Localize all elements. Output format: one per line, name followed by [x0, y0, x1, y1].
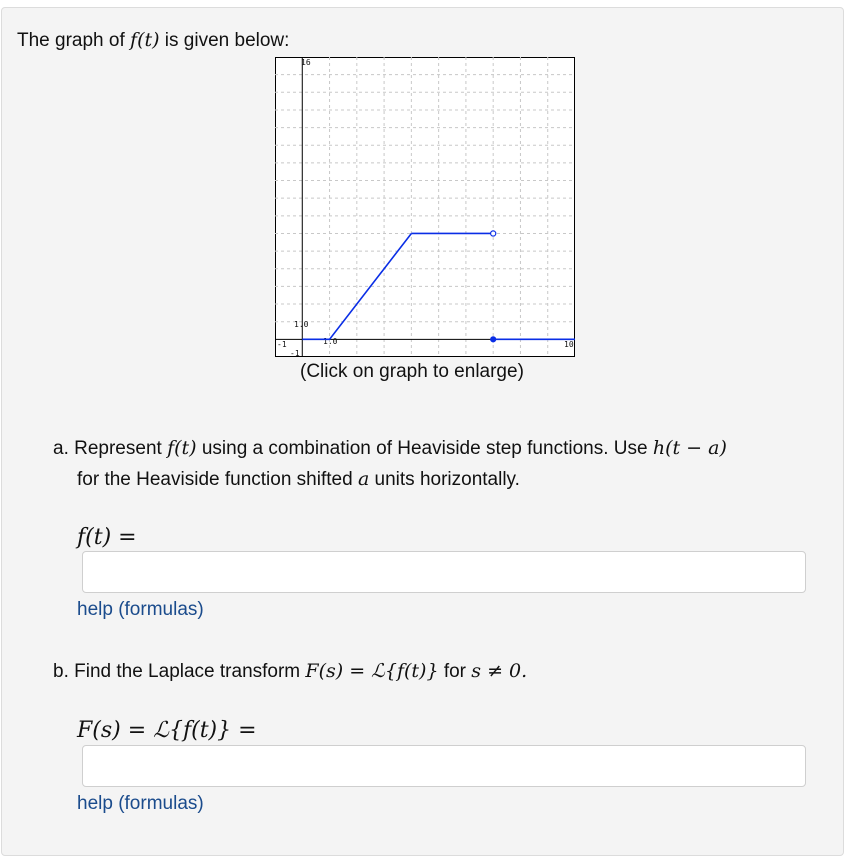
part-b-prefix: b. Find the Laplace transform: [53, 661, 306, 682]
tick-label-y-one: 1.0: [294, 320, 309, 329]
part-b-help-link[interactable]: help (formulas): [77, 793, 204, 814]
part-a-lhs: f(t) =: [77, 525, 137, 550]
part-a-line2-prefix: for the Heaviside function shifted: [77, 469, 358, 490]
intro-suffix: is given below:: [159, 30, 290, 51]
part-b-expr: F(s) = ℒ{f(t)}: [305, 660, 439, 682]
part-a-h: h(t − a): [652, 437, 727, 459]
graph-svg[interactable]: [275, 57, 575, 357]
open-endpoint-marker: [491, 231, 496, 236]
graph-frame: [276, 58, 575, 357]
part-b-mid: for: [438, 661, 472, 682]
part-b-cond: s ≠ 0.: [471, 660, 528, 682]
part-b-question: [53, 656, 527, 687]
intro-text: [17, 29, 289, 52]
tick-label-x-max: 10: [564, 340, 574, 349]
function-graph[interactable]: [275, 57, 575, 357]
part-a-prefix: a. Represent: [53, 438, 168, 459]
part-a-func: f(t): [167, 437, 197, 459]
problem-panel: [1, 7, 844, 856]
intro-func: f(t): [130, 29, 160, 51]
closed-endpoint-marker: [491, 337, 496, 342]
part-b-answer-input[interactable]: [82, 745, 806, 787]
tick-label-x-min: -1: [277, 340, 287, 349]
part-a-answer-input[interactable]: [82, 551, 806, 593]
part-a-line2: [53, 464, 727, 495]
intro-prefix: The graph of: [17, 30, 131, 51]
tick-label-x-one: 1.0: [323, 337, 338, 346]
part-a-question: [53, 433, 727, 495]
part-a-mid: using a combination of Heaviside step functions. Use: [196, 438, 653, 459]
part-b-lhs: F(s) = ℒ{f(t)} =: [77, 718, 257, 743]
part-a-help-link[interactable]: help (formulas): [77, 599, 204, 620]
tick-label-y-min: -1: [290, 349, 300, 357]
graph-caption[interactable]: (Click on graph to enlarge): [300, 361, 524, 382]
part-a-a-var: a: [357, 468, 370, 490]
part-a-line2-suffix: units horizontally.: [369, 469, 520, 490]
tick-label-y-top: 16: [301, 58, 311, 67]
